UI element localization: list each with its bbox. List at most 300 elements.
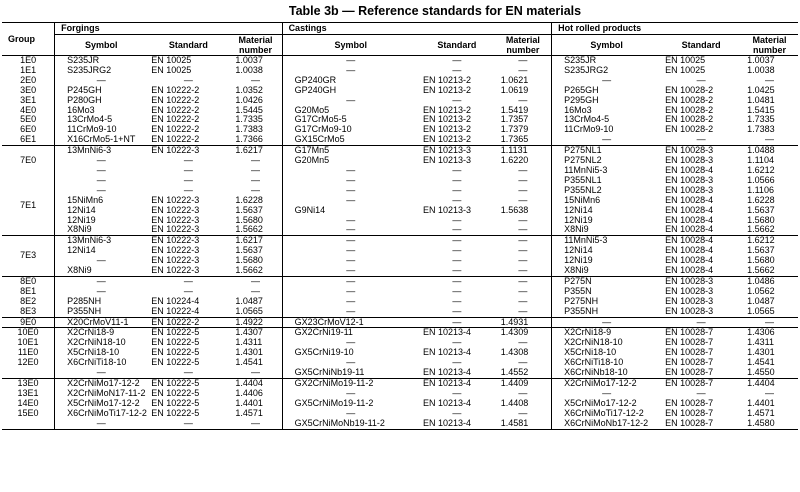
table-row: [2, 338, 798, 348]
castings-symbol-cell: —: [346, 286, 356, 296]
forgings-material-number-cell: 1.7366: [229, 135, 282, 145]
table-row: [2, 236, 798, 246]
castings-material-number-cell: —: [495, 409, 552, 419]
hot-rolled-material-number-cell: 1.4306: [741, 328, 798, 338]
hot-rolled-material-number-cell: 1.0425: [747, 85, 775, 95]
forgings-symbol-cell: S235JRG2: [67, 65, 112, 75]
hot-rolled-standard-cell: EN 10028-2: [665, 115, 714, 125]
castings-material-number-cell: —: [495, 307, 552, 317]
castings-symbol-cell: —: [282, 236, 419, 246]
forgings-symbol-cell: —: [96, 185, 106, 195]
group-cell: 13E0: [2, 379, 55, 389]
castings-material-number-cell: —: [495, 96, 552, 106]
hot-rolled-standard-cell: EN 10028-7: [661, 379, 741, 389]
hot-rolled-symbol-cell: S235JRG2: [564, 65, 609, 75]
forgings-standard-cell: EN 10222-5: [151, 348, 200, 358]
group-cell: 12E0: [2, 358, 55, 368]
forgings-standard-cell: —: [183, 368, 193, 378]
table-row: [2, 56, 798, 66]
forgings-material-number-cell: 1.4307: [229, 328, 282, 338]
castings-material-number-cell: 1.4308: [495, 348, 552, 358]
castings-standard-cell: —: [452, 358, 462, 368]
group-cell: 8E2: [2, 297, 55, 307]
hot-rolled-standard-cell: —: [696, 75, 706, 85]
hot-rolled-standard-cell: EN 10028-3: [665, 286, 714, 296]
castings-symbol-cell: —: [346, 358, 356, 368]
group-cell: 10E1: [2, 338, 55, 348]
castings-material-number-cell: 1.7379: [495, 125, 552, 135]
castings-standard-cell: —: [419, 276, 495, 286]
forgings-standard-cell: EN 10222-3: [151, 225, 200, 235]
hot-rolled-material-number-cell: —: [765, 135, 775, 145]
table-row: [2, 317, 798, 328]
castings-symbol-cell: GX5CrNiMoNb19-11-2: [282, 419, 419, 429]
castings-symbol-cell: GX5CrNi19-10: [294, 348, 354, 358]
castings-symbol-cell: G20Mo5: [294, 105, 330, 115]
castings-symbol-cell: GX2CrNiMo19-11-2: [282, 379, 419, 389]
castings-material-number-cell: —: [495, 186, 552, 196]
hot-rolled-standard-cell: EN 10028-7: [661, 328, 741, 338]
castings-symbol-cell: —: [346, 175, 356, 185]
castings-standard-cell: —: [452, 55, 462, 65]
hot-rolled-symbol-cell: P355N: [564, 286, 592, 296]
forgings-standard-cell: EN 10222-2: [151, 115, 200, 125]
forgings-material-number-cell: 1.0565: [229, 307, 282, 317]
hot-rolled-standard-cell: EN 10028-7: [665, 368, 714, 378]
group-cell: 8E3: [2, 307, 55, 317]
castings-standard-cell: —: [452, 408, 462, 418]
table-row: [2, 256, 798, 266]
forgings-standard-cell: EN 10222-2: [151, 85, 200, 95]
castings-material-number-cell: —: [495, 389, 552, 399]
hot-rolled-standard-cell: EN 10028-7: [665, 338, 714, 348]
castings-symbol-cell: —: [346, 215, 356, 225]
forgings-standard-cell: EN 10222-5: [147, 328, 229, 338]
forgings-standard-cell: —: [183, 185, 193, 195]
hot-rolled-symbol-cell: P355NL1: [564, 175, 602, 185]
forgings-material-number-cell: 1.7335: [229, 115, 282, 125]
castings-material-number-cell: 1.7357: [495, 115, 552, 125]
table-row: [2, 287, 798, 297]
castings-symbol-cell: —: [346, 55, 356, 65]
table-row: [2, 358, 798, 368]
forgings-standard-cell: EN 10222-3: [151, 246, 200, 256]
forgings-symbol-cell: S235JR: [67, 55, 100, 65]
forgings-symbol-cell: P355NH: [67, 306, 102, 316]
table-row: [2, 419, 798, 429]
hot-rolled-symbol-cell: P275NH: [564, 296, 599, 306]
castings-standard-cell: —: [452, 165, 462, 175]
forgings-standard-cell: EN 10222-2: [151, 125, 200, 135]
hot-rolled-symbol-cell: 11CrMo9-10: [564, 125, 614, 135]
forgings-symbol-cell: P285NH: [67, 296, 102, 306]
group-cell: [2, 368, 55, 378]
forgings-standard-cell: —: [147, 276, 229, 286]
forgings-material-number-cell: 1.6217: [229, 236, 282, 246]
table-row: [2, 368, 798, 378]
hot-rolled-symbol-cell: X6CrNiNb18-10: [564, 368, 628, 378]
hot-rolled-material-number-cell: 1.4580: [741, 419, 798, 429]
castings-standard-cell: —: [452, 306, 462, 316]
forgings-symbol-cell: X8Ni9: [67, 225, 92, 235]
castings-symbol-cell: —: [282, 276, 419, 286]
castings-standard-cell: —: [452, 338, 462, 348]
hot-rolled-symbol-cell: 15NiMn6: [564, 195, 601, 205]
forgings-material-number-cell: —: [229, 76, 282, 86]
group-cell: 15E0: [2, 409, 55, 419]
forgings-symbol-cell: X6CrNiMoTi17-12-2: [67, 408, 147, 418]
hot-rolled-standard-cell: EN 10028-3: [665, 306, 714, 316]
castings-standard-cell: —: [452, 95, 462, 105]
forgings-material-number-cell: —: [229, 368, 282, 378]
castings-symbol-cell: —: [346, 65, 356, 75]
hot-rolled-material-number-cell: 1.5662: [747, 225, 775, 235]
forgings-symbol-cell: —: [96, 165, 106, 175]
forgings-material-number-header: Material number: [229, 35, 282, 56]
castings-material-number-header: Material number: [495, 35, 552, 56]
hot-rolled-material-number-cell: 1.0037: [747, 55, 775, 65]
group-cell: 2E0: [2, 76, 55, 86]
castings-standard-header: Standard: [419, 35, 495, 56]
castings-material-number-cell: —: [495, 236, 552, 246]
table-row: [2, 225, 798, 235]
table-row: [2, 409, 798, 419]
castings-symbol-cell: GX5CrNiMo19-11-2: [294, 398, 374, 408]
forgings-standard-cell: EN 10025: [151, 55, 192, 65]
table-row: [2, 389, 798, 399]
hot-rolled-standard-cell: EN 10028-2: [665, 85, 714, 95]
forgings-symbol-cell: X5CrNi18-10: [67, 348, 120, 358]
group-cell: 1E0: [2, 56, 55, 66]
forgings-material-number-cell: 1.0426: [229, 96, 282, 106]
hot-rolled-symbol-cell: X8Ni9: [564, 266, 589, 276]
castings-material-number-cell: —: [495, 196, 552, 206]
castings-symbol-cell: —: [346, 256, 356, 266]
castings-standard-cell: EN 10213-4: [422, 348, 471, 358]
hot-rolled-standard-cell: —: [696, 135, 706, 145]
hot-rolled-material-number-cell: 1.6228: [747, 195, 775, 205]
castings-symbol-cell: —: [346, 338, 356, 348]
forgings-symbol-cell: P245GH: [67, 85, 102, 95]
castings-material-number-cell: 1.5419: [495, 106, 552, 116]
forgings-material-number-cell: —: [229, 419, 282, 429]
table-row: [2, 146, 798, 156]
hot-rolled-material-number-cell: 1.4301: [747, 348, 775, 358]
forgings-symbol-cell: X20CrMoV11-1: [55, 317, 148, 328]
forgings-symbol-cell: 13MnNi6-3: [55, 236, 148, 246]
group-header: Group: [2, 23, 55, 56]
hot-rolled-material-number-cell: 1.6212: [747, 165, 775, 175]
castings-standard-cell: —: [452, 215, 462, 225]
group-cell: 5E0: [2, 115, 55, 125]
forgings-standard-cell: EN 10224-4: [151, 296, 200, 306]
castings-standard-cell: EN 10213-3: [419, 146, 495, 156]
hot-rolled-standard-cell: EN 10028-4: [665, 205, 714, 215]
forgings-material-number-cell: 1.4571: [229, 409, 282, 419]
table-row: [2, 196, 798, 206]
castings-material-number-cell: 1.4581: [495, 419, 552, 429]
forgings-material-number-cell: 1.6228: [229, 196, 282, 206]
forgings-symbol-cell: X5CrNiMo17-12-2: [67, 398, 140, 408]
forgings-symbol-cell: —: [96, 368, 106, 378]
forgings-standard-header: Standard: [147, 35, 229, 56]
hot-rolled-material-number-cell: —: [765, 388, 775, 398]
hot-rolled-symbol-cell: P355NH: [564, 306, 599, 316]
forgings-symbol-cell: —: [96, 75, 106, 85]
hot-rolled-symbol-cell: P265GH: [564, 85, 599, 95]
castings-material-number-cell: 1.0619: [495, 86, 552, 96]
hot-rolled-symbol-cell: X2CrNiMo17-12-2: [552, 379, 662, 389]
forgings-material-number-cell: 1.0037: [229, 56, 282, 66]
forgings-symbol-cell: 13MnNi6-3: [55, 146, 148, 156]
castings-symbol-cell: G9Ni14: [294, 205, 326, 215]
forgings-material-number-cell: 1.4404: [229, 379, 282, 389]
castings-symbol-cell: GX2CrNi19-11: [282, 328, 419, 338]
hot-rolled-symbol-cell: X8Ni9: [564, 225, 589, 235]
forgings-symbol-cell: 12Ni14: [67, 246, 96, 256]
castings-standard-cell: EN 10213-2: [422, 115, 471, 125]
forgings-standard-cell: EN 10222-3: [151, 215, 200, 225]
forgings-symbol-cell: X2CrNiN18-10: [67, 338, 126, 348]
hot-rolled-standard-cell: EN 10028-2: [665, 105, 714, 115]
castings-material-number-cell: 1.4931: [495, 317, 552, 328]
group-cell: 3E0: [2, 86, 55, 96]
forgings-material-number-cell: 1.4406: [229, 389, 282, 399]
forgings-material-number-cell: —: [229, 276, 282, 286]
forgings-material-number-cell: 1.5680: [229, 256, 282, 266]
hot-rolled-symbol-cell: 13CrMo4-5: [564, 115, 610, 125]
forgings-symbol-cell: P280GH: [67, 95, 102, 105]
forgings-material-number-cell: 1.4301: [229, 348, 282, 358]
hot-rolled-material-number-cell: 1.0488: [741, 146, 798, 156]
forgings-material-number-cell: —: [229, 166, 282, 176]
castings-material-number-cell: —: [495, 66, 552, 76]
castings-standard-cell: EN 10213-4: [422, 398, 471, 408]
forgings-symbol-cell: X2CrNiMo17-12-2: [55, 379, 148, 389]
forgings-standard-cell: EN 10222-3: [147, 236, 229, 246]
forgings-symbol-cell: —: [96, 286, 106, 296]
hot-rolled-standard-header: Standard: [661, 35, 741, 56]
table-row: [2, 66, 798, 76]
group-cell: 6E1: [2, 135, 55, 145]
castings-symbol-cell: GP240GH: [294, 85, 337, 95]
group-cell: [2, 419, 55, 429]
forgings-material-number-cell: 1.5680: [229, 216, 282, 226]
hot-rolled-material-number-cell: 1.0486: [741, 276, 798, 286]
forgings-material-number-cell: 1.0038: [229, 66, 282, 76]
castings-material-number-cell: —: [495, 216, 552, 226]
castings-symbol-cell: GX23CrMoV12-1: [282, 317, 419, 328]
hot-rolled-material-number-cell: 1.4401: [747, 398, 775, 408]
hot-rolled-material-number-cell: 1.5680: [747, 215, 775, 225]
table-row: [2, 328, 798, 338]
forgings-material-number-cell: —: [229, 186, 282, 196]
forgings-standard-cell: EN 10222-5: [147, 379, 229, 389]
castings-header: Castings: [282, 23, 552, 35]
group-cell: 10E0: [2, 328, 55, 338]
forgings-standard-cell: EN 10222-2: [151, 135, 200, 145]
hot-rolled-standard-cell: EN 10028-7: [665, 408, 714, 418]
hot-rolled-material-number-cell: 1.4404: [741, 379, 798, 389]
table-row: [2, 106, 798, 116]
castings-symbol-cell: —: [346, 225, 356, 235]
group-cell: 7E0: [2, 146, 55, 176]
forgings-material-number-cell: 1.4311: [229, 338, 282, 348]
castings-standard-cell: —: [452, 195, 462, 205]
hot-rolled-symbol-cell: X6CrNiMoNb17-12-2: [552, 419, 662, 429]
castings-standard-cell: EN 10213-2: [422, 135, 471, 145]
castings-material-number-cell: —: [495, 225, 552, 235]
forgings-standard-cell: —: [183, 175, 193, 185]
castings-symbol-cell: G17CrMo5-5: [294, 115, 347, 125]
hot-rolled-material-number-cell: 1.0487: [747, 296, 775, 306]
forgings-symbol-cell: X16CrMo5-1+NT: [67, 135, 136, 145]
castings-material-number-cell: —: [495, 287, 552, 297]
hot-rolled-standard-cell: EN 10028-7: [661, 419, 741, 429]
hot-rolled-symbol-cell: P355NL2: [564, 185, 602, 195]
hot-rolled-material-number-cell: 1.5662: [747, 266, 775, 276]
table-row: [2, 176, 798, 186]
castings-material-number-cell: 1.4409: [495, 379, 552, 389]
castings-standard-cell: —: [452, 246, 462, 256]
castings-material-number-cell: 1.7365: [495, 135, 552, 145]
castings-symbol-cell: —: [346, 95, 356, 105]
hot-rolled-symbol-cell: X6CrNiTi18-10: [564, 358, 624, 368]
group-cell: 3E1: [2, 96, 55, 106]
hot-rolled-standard-cell: —: [661, 317, 741, 328]
group-cell: 8E1: [2, 287, 55, 297]
table-row: [2, 399, 798, 409]
table-row: [2, 206, 798, 216]
table-row: [2, 156, 798, 166]
castings-material-number-cell: —: [495, 176, 552, 186]
forgings-symbol-cell: 12Ni14: [67, 205, 96, 215]
castings-standard-cell: EN 10213-3: [422, 156, 471, 166]
hot-rolled-material-number-cell: 1.5637: [747, 246, 775, 256]
group-cell: 11E0: [2, 348, 55, 358]
hot-rolled-symbol-cell: P275NL1: [552, 146, 662, 156]
forgings-standard-cell: EN 10222-5: [151, 388, 200, 398]
forgings-material-number-cell: —: [229, 156, 282, 166]
castings-symbol-cell: —: [346, 185, 356, 195]
castings-material-number-cell: 1.4309: [495, 328, 552, 338]
hot-rolled-standard-cell: EN 10028-4: [661, 236, 741, 246]
hot-rolled-symbol-cell: X6CrNiMoTi17-12-2: [564, 408, 644, 418]
hot-rolled-header: Hot rolled products: [552, 23, 798, 35]
hot-rolled-symbol-cell: —: [602, 135, 612, 145]
castings-symbol-cell: GX5CrNiNb19-11: [294, 368, 365, 378]
hot-rolled-material-number-cell: 1.0481: [747, 95, 775, 105]
table-body: [2, 56, 798, 430]
hot-rolled-symbol-cell: —: [602, 75, 612, 85]
forgings-material-number-cell: 1.7383: [229, 125, 282, 135]
castings-material-number-cell: 1.0621: [495, 76, 552, 86]
hot-rolled-standard-cell: EN 10028-7: [665, 398, 714, 408]
hot-rolled-symbol-cell: 12Ni19: [564, 215, 593, 225]
castings-material-number-cell: —: [495, 266, 552, 276]
group-cell: 13E1: [2, 389, 55, 399]
forgings-standard-cell: EN 10222-4: [151, 306, 200, 316]
forgings-symbol-header: Symbol: [55, 35, 148, 56]
table-row: [2, 125, 798, 135]
forgings-standard-cell: EN 10222-5: [151, 408, 200, 418]
group-cell: 1E1: [2, 66, 55, 76]
castings-standard-cell: EN 10213-2: [422, 125, 471, 135]
castings-standard-cell: EN 10213-2: [422, 85, 471, 95]
castings-symbol-cell: —: [346, 408, 356, 418]
castings-material-number-cell: 1.4408: [495, 399, 552, 409]
group-cell: 6E0: [2, 125, 55, 135]
hot-rolled-standard-cell: EN 10028-2: [665, 125, 714, 135]
castings-material-number-cell: 1.1131: [495, 146, 552, 156]
forgings-standard-cell: EN 10222-3: [151, 195, 200, 205]
castings-standard-cell: —: [452, 266, 462, 276]
castings-standard-cell: —: [452, 175, 462, 185]
castings-symbol-cell: —: [346, 306, 356, 316]
hot-rolled-symbol-cell: 11MnNi5-3: [564, 165, 608, 175]
forgings-material-number-cell: 1.0352: [229, 86, 282, 96]
hot-rolled-material-number-cell: —: [741, 317, 798, 328]
forgings-standard-cell: EN 10222-2: [151, 105, 200, 115]
forgings-material-number-cell: 1.4541: [229, 358, 282, 368]
group-cell: 4E0: [2, 106, 55, 116]
hot-rolled-material-number-cell: 1.1104: [747, 156, 774, 166]
table-row: [2, 297, 798, 307]
castings-symbol-cell: —: [346, 195, 356, 205]
castings-standard-cell: —: [452, 286, 462, 296]
castings-material-number-cell: —: [495, 276, 552, 286]
hot-rolled-material-number-cell: 1.6212: [741, 236, 798, 246]
hot-rolled-symbol-cell: 11MnNi5-3: [552, 236, 662, 246]
forgings-symbol-cell: X8Ni9: [67, 266, 92, 276]
hot-rolled-material-number-cell: —: [765, 75, 775, 85]
hot-rolled-symbol-cell: 12Ni19: [564, 256, 593, 266]
forgings-material-number-cell: 1.5637: [229, 246, 282, 256]
table-title: Table 3b — Reference standards for EN materials: [288, 4, 582, 18]
hot-rolled-symbol-cell: 12Ni14: [564, 246, 593, 256]
castings-material-number-cell: —: [495, 338, 552, 348]
table-row: [2, 307, 798, 317]
castings-symbol-cell: —: [346, 246, 356, 256]
hot-rolled-material-number-cell: 1.5680: [747, 256, 775, 266]
castings-standard-cell: EN 10213-4: [419, 379, 495, 389]
hot-rolled-standard-cell: EN 10028-7: [665, 358, 714, 368]
hot-rolled-symbol-cell: P275N: [552, 276, 662, 286]
forgings-symbol-cell: X2CrNiMoN17-11-2: [67, 388, 146, 398]
forgings-symbol-cell: —: [96, 175, 106, 185]
castings-standard-cell: EN 10213-4: [422, 368, 471, 378]
hot-rolled-symbol-cell: X2CrNiN18-10: [564, 338, 623, 348]
hot-rolled-material-number-cell: 1.5415: [747, 105, 775, 115]
forgings-material-number-cell: 1.5637: [229, 206, 282, 216]
forgings-symbol-cell: 15NiMn6: [67, 195, 104, 205]
castings-material-number-cell: —: [495, 166, 552, 176]
forgings-standard-cell: —: [183, 286, 193, 296]
castings-standard-cell: —: [452, 296, 462, 306]
hot-rolled-standard-cell: —: [696, 388, 706, 398]
hot-rolled-standard-cell: EN 10025: [665, 55, 706, 65]
forgings-material-number-cell: 1.5662: [229, 225, 282, 235]
forgings-standard-cell: EN 10222-5: [151, 358, 200, 368]
table-row: [2, 379, 798, 389]
forgings-standard-cell: EN 10222-3: [151, 205, 200, 215]
forgings-standard-cell: EN 10222-5: [151, 398, 200, 408]
castings-symbol-cell: GP240GR: [294, 75, 337, 85]
hot-rolled-material-number-cell: 1.4541: [747, 358, 775, 368]
hot-rolled-symbol-cell: 16Mo3: [564, 105, 592, 115]
forgings-material-number-cell: 1.6217: [229, 146, 282, 156]
castings-standard-cell: EN 10213-4: [419, 328, 495, 338]
